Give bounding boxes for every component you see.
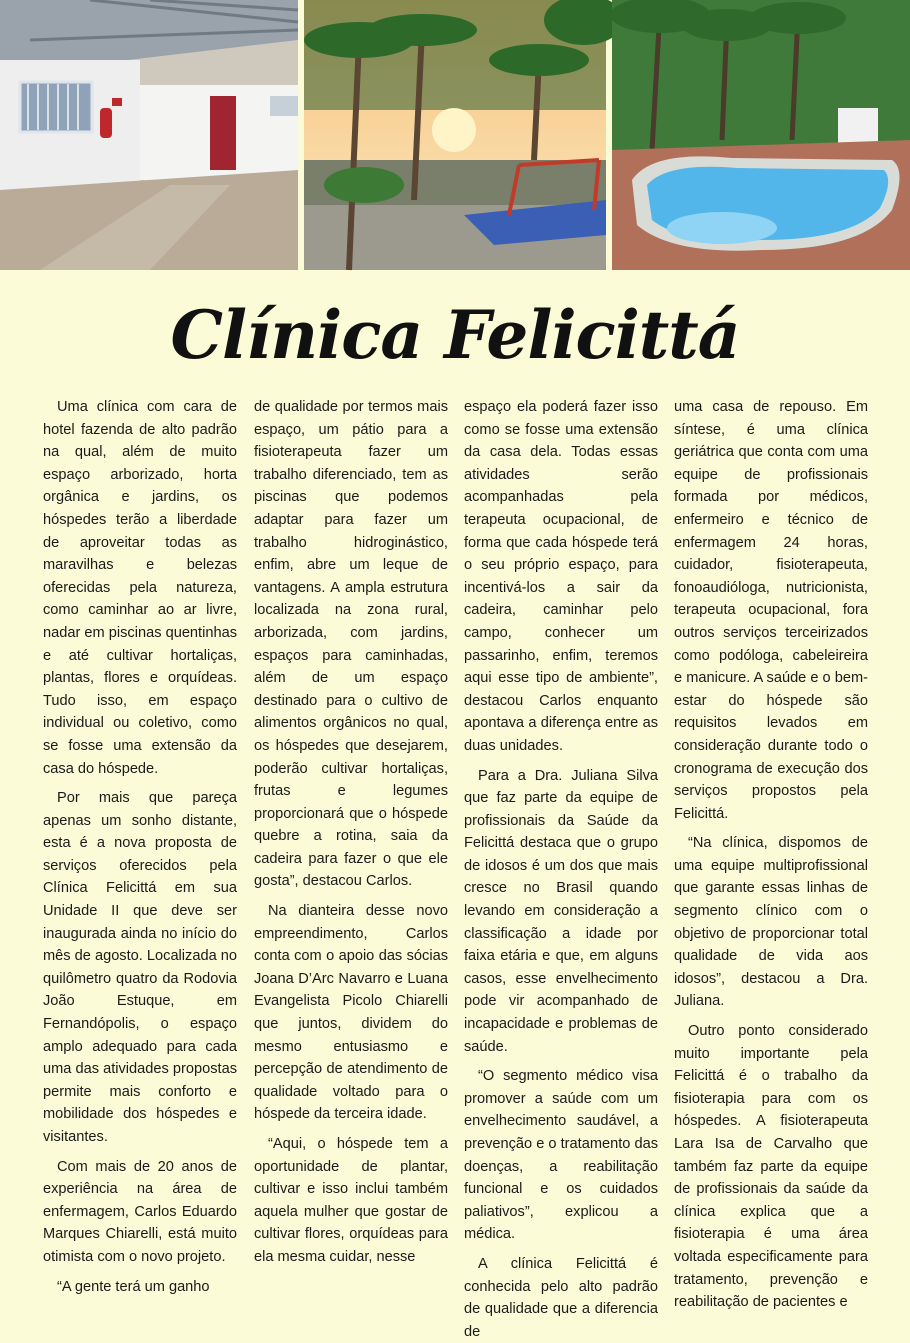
article-column-4 bbox=[674, 396, 868, 1311]
paragraph: Outro ponto considerado muito importante pela Felicittá é o trabalho da fisioterapia para com os hóspedes. A fisioterapeuta Lara Isa de Carvalho que também faz parte da equipe de profissionais da saúde da clínica explica que a fisioterapia é uma área voltada especificamente para tratamento, prevenção e reabilitação de pacientes e bbox=[674, 1023, 868, 1311]
building-interior-icon bbox=[0, 0, 298, 270]
paragraph: Na dianteira desse novo empreendimento, Carlos conta com o apoio das sócias Joana D’Arc Navarro e Luana Evangelista Picolo Chiarelli que juntos, dividem do mesmo entusiasmo e percepção de atendimento de qualidade voltado para o hóspede da terceira idade. bbox=[254, 903, 448, 1123]
palm-garden-icon bbox=[304, 0, 606, 270]
paragraph: A clínica Felicittá é conhecida pelo alto padrão de qualidade que a diferencia de bbox=[464, 1255, 658, 1340]
photo-swimming-pool bbox=[612, 0, 910, 270]
article-title: Clínica Felicittá bbox=[170, 296, 740, 374]
paragraph: “Na clínica, dispomos de uma equipe multiprofissional que garante essas linhas de segmento clínico com o objetivo de proporcionar total qualidade de vida aos idosos”, destacou a Dra. Juliana. bbox=[674, 835, 868, 1010]
photo-building-interior bbox=[0, 0, 298, 270]
paragraph: Para a Dra. Juliana Silva que faz parte da equipe de profissionais da Saúde da Felicittá destaca que o grupo de idosos é um dos que mais cresce no Brasil quando levando em consideração a classificação a idade por faixa etária e que, em alguns casos, esse envelhecimento pode vir acompanhado de incapacidade e problemas de saúde. bbox=[464, 767, 658, 1055]
paragraph: uma casa de repouso. Em síntese, é uma clínica geriátrica que conta com uma equipe de profissionais formada por médicos, enfermeiro e técnico de enfermagem 24 horas, cuidador, fisioterapeuta, fonoaudióloga, nutricionista, terapeuta ocupacional, fora outros serviços terceirizados como podóloga, cabeleireira e manicure. A saúde e o bem-estar do hóspede são requisitos levados em consideração durante todo o cronograma de execução dos serviços propostos pela Felicittá. bbox=[674, 399, 868, 822]
pool-icon bbox=[612, 0, 910, 270]
paragraph: espaço ela poderá fazer isso como se fosse uma extensão da casa dela. Todas essas atividades serão acompanhadas pela terapeuta ocupacional, de forma que cada hóspede terá o seu próprio espaço, para incentivá-los a sair da cadeira, caminhar pelo campo, conhecer um passarinho, enfim, teremos aqui esse tipo de ambiente”, destacou Carlos enquanto apontava a diferença entre as duas unidades. bbox=[464, 399, 658, 754]
photo-garden-playground bbox=[304, 0, 606, 270]
article-column-2 bbox=[254, 396, 448, 1276]
paragraph: “Aqui, o hóspede tem a oportunidade de plantar, cultivar e isso inclui também aquela mulher que gostar de cultivar flores, orquídeas para ela mesma cuidar, nesse bbox=[254, 1136, 448, 1265]
article-column-1 bbox=[43, 396, 237, 1295]
photo-strip bbox=[0, 0, 910, 270]
paragraph: Com mais de 20 anos de experiência na área de enfermagem, Carlos Eduardo Marques Chiarelli, está muito otimista com o novo projeto. bbox=[43, 1158, 237, 1265]
paragraph: “O segmento médico visa promover a saúde com um envelhecimento saudável, a prevenção e o tratamento das doenças, a reabilitação funcional e os cuidados paliativos”, explicou a médica. bbox=[464, 1068, 658, 1243]
paragraph: “A gente terá um ganho bbox=[57, 1278, 210, 1295]
paragraph: de qualidade por termos mais espaço, um pátio para a fisioterapeuta fazer um trabalho diferenciado, tem as piscinas que podemos adaptar para fazer um trabalho hidroginástico, enfim, abre um leque de vantagens. A ampla estrutura localizada na zona rural, arborizada, com jardins, espaços para caminhadas, além de um espaço destinado para o cultivo de alimentos orgânicos no qual, os hóspedes que desejarem, poderão cultivar hortaliças, frutas e legumes proporcionará que o hóspede quebre a rotina, saia da cadeira para fazer o que ele gosta”, destacou Carlos. bbox=[254, 399, 448, 890]
paragraph: Por mais que pareça apenas um sonho distante, esta é a nova proposta de serviços oferecidos pela Clínica Felicittá em sua Unidade II que deve ser inaugurada ainda no início do mês de agosto. Localizada no quilômetro quatro da Rodovia João Estuque, em Fernandópolis, o espaço amplo adequado para cada uma das atividades propostas permite mais conforto e mobilidade dos hóspedes e visitantes. bbox=[43, 790, 237, 1145]
article-column-3 bbox=[464, 396, 658, 1340]
paragraph: Uma clínica com cara de hotel fazenda de alto padrão na qual, além de muito espaço arborizado, horta orgânica e jardins, os hóspedes terão a liberdade de aproveitar todas as maravilhas e belezas oferecidas pela natureza, como caminhar ao ar livre, nadar em piscinas quentinhas e até cultivar hortaliças, plantas, flores e orquídeas. Tudo isso, em espaço individual ou coletivo, como se fosse uma extensão da casa do hóspede. bbox=[43, 399, 237, 777]
